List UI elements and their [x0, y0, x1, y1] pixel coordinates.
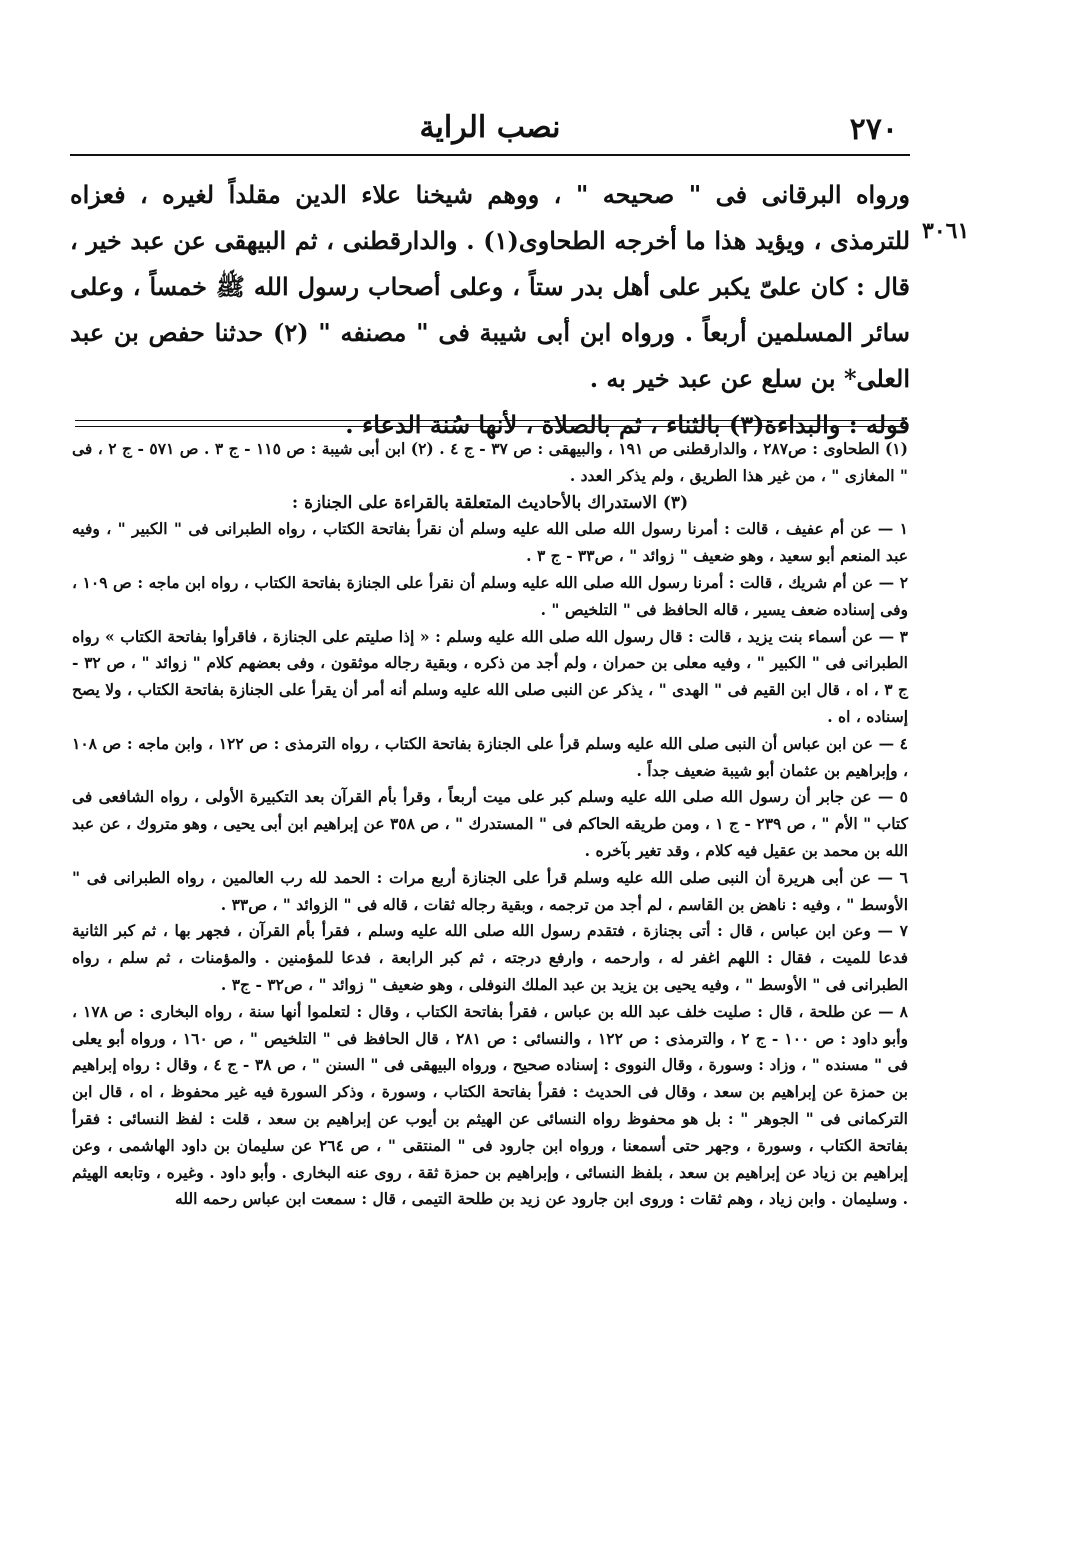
- footnote-item: ١ — عن أم عفيف ، قالت : أمرنا رسول الله صلى الله عليه وسلم أن نقرأ بفاتحة الكتاب ، رواه الطبرانى فى " الكبير " ، وفيه عبد المنعم أبو سعيد ، وهو ضعيف " زوائد " ، ص٣٣ - ج ٣ .: [72, 519, 908, 566]
- footnote-item: ٣ — عن أسماء بنت يزيد ، قالت : قال رسول الله صلى الله عليه وسلم : « إذا صليتم على الجنازة ، فاقرأوا بفاتحة الكتاب » رواه الطبرانى فى " الكبير " ، وفيه معلى بن حمران ، ولم أجد من ذكره ، وبقية رجاله موثقون ، وفى بعضهم كلام " زوائد " ، ص ٣٢ - ج ٣ ، اه ، قال ابن القيم فى " الهدى " ، يذكر عن النبى صلى الله عليه وسلم أنه أمر أن يقرأ على الجنازة بفاتحة الكتاب ، ولا يصح إسناده ، اه .: [72, 626, 908, 726]
- footnote-item: ٥ — عن جابر أن رسول الله صلى الله عليه وسلم كبر على ميت أربعاً ، وقرأ بأم القرآن بعد التكبيرة الأولى ، رواه الشافعى فى كتاب " الأم " ، ص ٢٣٩ - ج ١ ، ومن طريقه الحاكم فى " المستدرك " ، ص ٣٥٨ عن إبراهيم ابن أبى يحيى ، وهو متروك ، عن عبد الله بن محمد بن عقيل فيه كلام ، وقد تغير بآخره .: [72, 787, 908, 860]
- page-number: ٢٧٠: [849, 112, 898, 147]
- margin-hadith-number: ٣٠٦١: [922, 218, 970, 244]
- footnote-separator: [75, 420, 905, 427]
- footnote-item: ٨ — عن طلحة ، قال : صليت خلف عبد الله بن عباس ، فقرأ بفاتحة الكتاب ، وقال : لتعلموا أنها سنة ، رواه البخارى : ص ١٧٨ ، وأبو داود : ص ١٠٠ - ج ٢ ، والترمذى : ص ١٢٢ ، والنسائى : ص ٢٨١ ، قال الحافظ فى " التلخيص " ، ص ١٦٠ ، ورواه أبو يعلى فى " مسنده " ، وزاد : وسورة ، وقال النووى : إسناده صحيح ، ورواه البيهقى فى " السنن " ، ص ٣٨ - ج ٤ ، وقال : رواه إبراهيم بن حمزة عن إبراهيم بن سعد ، وقال فى الحديث : فقرأ بفاتحة الكتاب ، وسورة ، وذكر السورة فيه غير محفوظ ، اه ، قال ابن التركمانى فى " الجوهر " : بل هو محفوظ رواه النسائى عن الهيثم بن أيوب عن إبراهيم بن سعد ، قلت : لفظ النسائى : فقرأ بفاتحة الكتاب ، وسورة ، وجهر حتى أسمعنا ، ورواه ابن جارود فى " المنتقى " ، ص ٢٦٤ عن سليمان بن داود الهاشمى ، وعن إبراهيم بن زياد عن إبراهيم بن سعد ، بلفظ النسائى ، وإبراهيم بن حمزة ثقة ، روى عنه البخارى . وأبو داود . وغيره ، وتابعه الهيثم . وسليمان . وابن زياد ، وهم ثقات : وروى ابن جارود عن زيد بن طلحة التيمى ، قال : سمعت ابن عباس رحمه الله: [72, 1001, 908, 1209]
- running-title: نصب الراية: [419, 110, 561, 145]
- footnote-item: ٦ — عن أبى هريرة أن النبى صلى الله عليه وسلم قرأ على الجنازة أربع مرات : الحمد لله رب العالمين ، رواه الطبرانى فى " الأوسط " ، وفيه : ناهض بن القاسم ، لم أجد من ترجمه ، وبقية رجاله ثقات ، قاله فى " الزوائد " ، ص٣٣ .: [72, 867, 908, 914]
- footnote-3-heading: (٣) الاستدراك بالأحاديث المتعلقة بالقراءة على الجنازة :: [291, 492, 689, 513]
- footnote-item: ٤ — عن ابن عباس أن النبى صلى الله عليه وسلم قرأ على الجنازة بفاتحة الكتاب ، رواه الترمذى : ص ١٢٢ ، وابن ماجه : ص ١٠٨ ، وإبراهيم بن عثمان أبو شيبة ضعيف جداً .: [72, 733, 908, 780]
- main-paragraph: ورواه البرقانى فى " صحيحه " ، ووهم شيخنا علاء الدين مقلداً لغيره ، فعزاه للترمذى ، ويؤيد هذا ما أخرجه الطحاوى(١) . والدارقطنى ، ثم البيهقى عن عبد خير ، قال : كان علىّ يكبر على أهل بدر ستاً ، وعلى أصحاب رسول الله ﷺ خمساً ، وعلى سائر المسلمين أربعاً . ورواه ابن أبى شيبة فى " مصنفه " (٢) حدثنا حفص بن عبد العلى* بن سلع عن عبد خير به .: [70, 180, 910, 393]
- matn-quote: قوله : والبداءة(٣) بالثناء ، ثم بالصلاة ، لأنها سُنة الدعاء .: [345, 410, 910, 439]
- footnotes: [72, 436, 908, 1213]
- footnote-item: ٢ — عن أم شريك ، قالت : أمرنا رسول الله صلى الله عليه وسلم أن نقرأ على الجنازة بفاتحة الكتاب ، رواه ابن ماجه : ص ١٠٩ ، وفى إسناده ضعف يسير ، قاله الحافظ فى " التلخيص " .: [72, 572, 909, 619]
- header-rule: [70, 154, 910, 156]
- footnote-1-2: (١) الطحاوى : ص٢٨٧ ، والدارقطنى ص ١٩١ ، والبيهقى : ص ٣٧ - ج ٤ . (٢) ابن أبى شيبة : ص ١١٥ - ج ٣ . ص ٥٧١ - ج ٢ ، فى " المغازى " ، من غير هذا الطريق ، ولم يذكر العدد .: [72, 439, 908, 485]
- main-text: [70, 172, 910, 448]
- footnote-item: ٧ — وعن ابن عباس ، قال : أتى بجنازة ، فتقدم رسول الله صلى الله عليه وسلم ، فقرأ بأم القرآن ، فجهر بها ، ثم كبر الثانية فدعا للميت ، فقال : اللهم اغفر له ، وارحمه ، وارفع درجته ، ثم كبر الرابعة ، فدعا للمؤمنين . والمؤمنات ، ثم سلم ، رواه الطبرانى فى " الأوسط " ، وفيه يحيى بن يزيد بن عبد الملك النوفلى ، وهو ضعيف " زوائد " ، ص٣٢ - ج٣ .: [72, 921, 908, 994]
- page-header: [70, 108, 910, 152]
